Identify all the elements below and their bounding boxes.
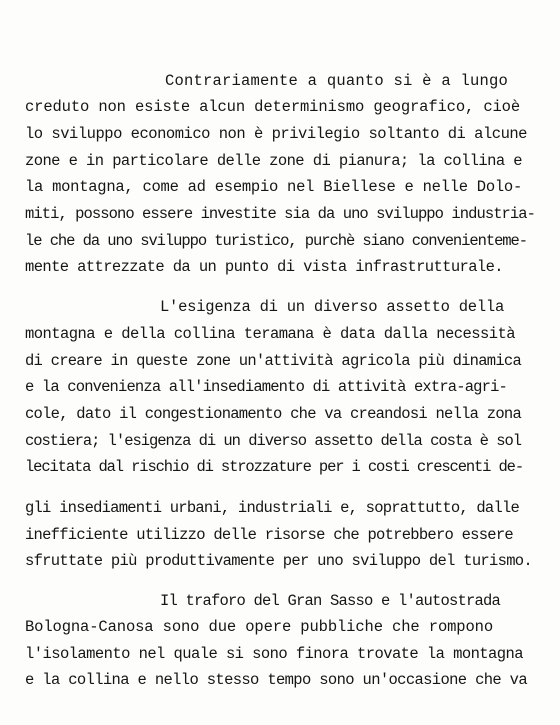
text-line: le che da uno sviluppo turistico, purchè siano convenienteme- (25, 232, 527, 250)
text-line: creduto non esiste alcun determinismo geografico, cioè (25, 98, 520, 116)
text-line: Bologna-Canosa sono due opere pubbliche che rompono (25, 618, 493, 636)
text-line: lo sviluppo economico non è privilegio soltanto di alcune (25, 125, 527, 143)
text-line: e la convenienza all'insediamento di attività extra-agri- (25, 378, 507, 396)
text-line: zone e in particolare delle zone di pianura; la collina e (25, 152, 522, 170)
text-line: mente attrezzate da un punto di vista infrastrutturale. (25, 258, 503, 276)
text-line: L'esigenza di un diverso assetto della (160, 298, 504, 316)
text-line: Contrariamente a quanto si è a lungo (165, 72, 508, 90)
text-line: gli insediamenti urbani, industriali e, soprattutto, dalle (25, 499, 519, 517)
text-line: l'isolamento nel quale si sono finora trovate la montagna (25, 645, 523, 663)
text-line: inefficiente utilizzo delle risorse che potrebbero essere (25, 526, 513, 544)
text-line: miti, possono essere investite sia da uno sviluppo industria- (25, 205, 535, 223)
text-line: Il traforo del Gran Sasso e l'autostrada (160, 592, 500, 610)
text-line: cole, dato il congestionamento che va creandosi nella zona (25, 405, 521, 423)
text-line: costiera; l'esigenza di un diverso assetto della costa è sol (25, 432, 521, 450)
text-line: di creare in queste zone un'attività agricola più dinamica (25, 352, 521, 370)
text-line: e la collina e nello stesso tempo sono un'occasione che va (25, 671, 527, 689)
text-line: sfruttate più produttivamente per uno sviluppo del turismo. (25, 552, 532, 570)
text-line: montagna e della collina teramana è data dalla necessità (25, 325, 515, 343)
text-line: la montagna, come ad esempio nel Biellese e nelle Dolo- (25, 178, 522, 196)
text-line: lecitata dal rischio di strozzature per i costi crescenti de- (25, 458, 523, 476)
